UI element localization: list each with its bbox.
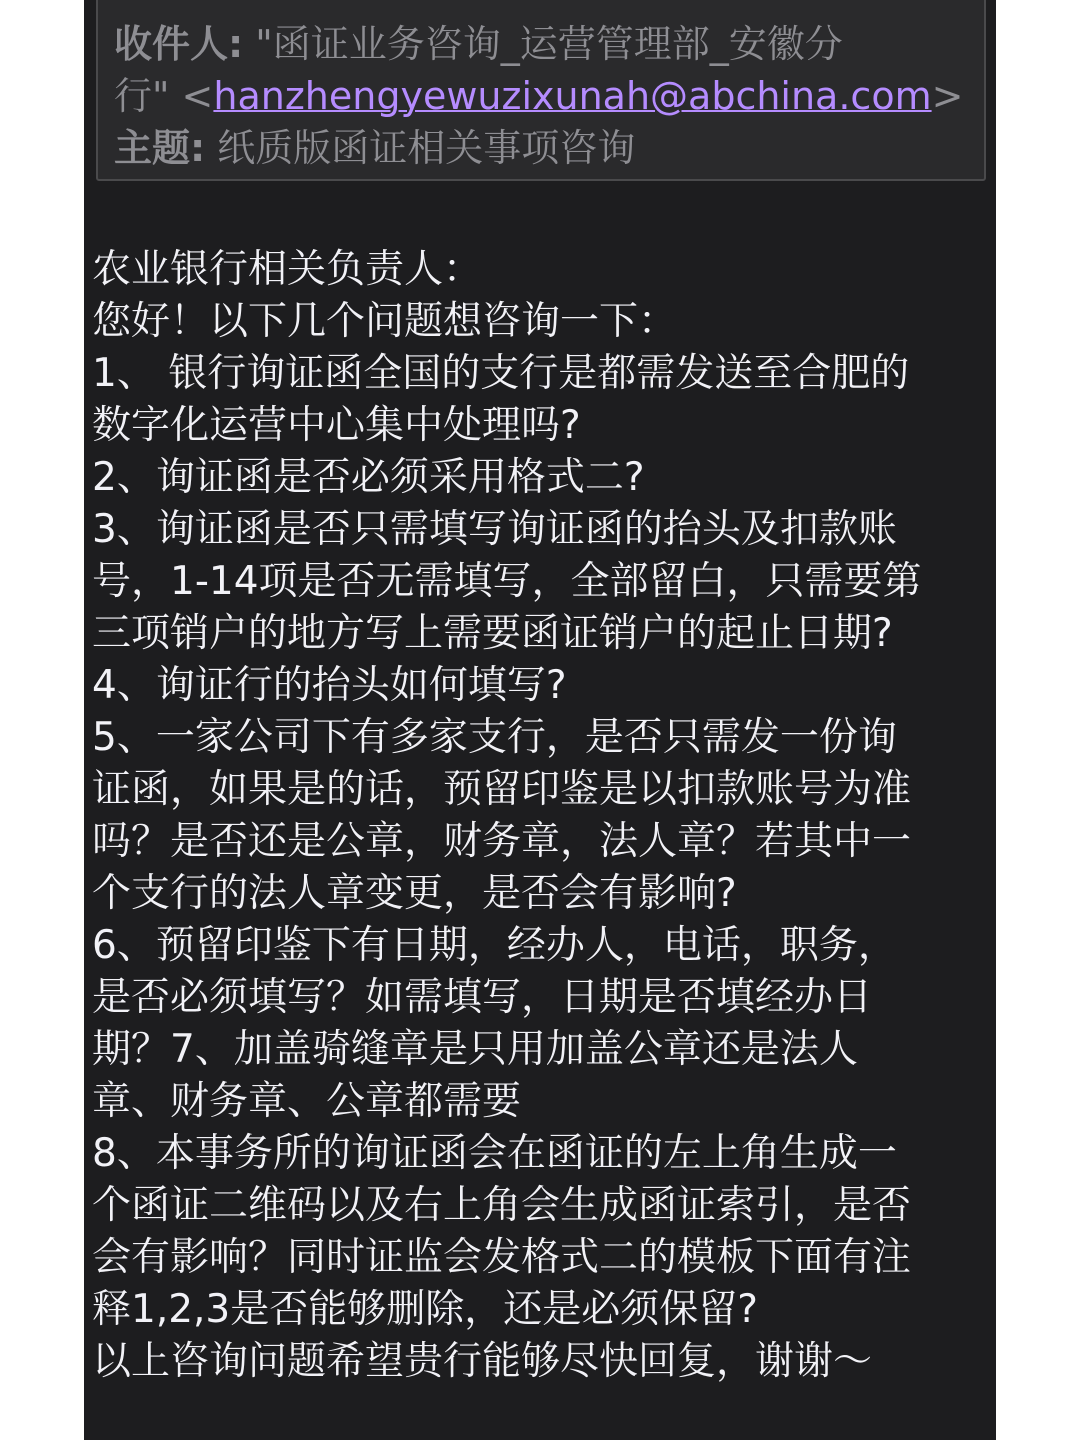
subject-label: 主题: — [114, 126, 206, 170]
body-line: 三项销户的地方写上需要函证销户的起止日期? — [92, 611, 893, 656]
subject-line — [114, 122, 635, 174]
body-line: 是否必须填写？如需填写，日期是否填经办日 — [92, 975, 873, 1020]
body-line: 1、 银行询证函全国的支行是都需发送至合肥的 — [92, 351, 910, 396]
sent-time-line — [114, 0, 633, 2]
body-line: 数字化运营中心集中处理吗? — [92, 403, 581, 448]
body-line: 个函证二维码以及右上角会生成函证索引，是否 — [92, 1183, 912, 1228]
closing-line: 以上咨询问题希望贵行能够尽快回复，谢谢～ — [92, 1339, 873, 1384]
body-line: 期？7、加盖骑缝章是只用加盖公章还是法人 — [92, 1027, 858, 1072]
recipient-name: "函证业务咨询_运营管理部_安徽分 — [243, 22, 843, 66]
body-line: 3、询证函是否只需填写询证函的抬头及扣款账 — [92, 507, 897, 552]
body-line: 4、询证行的抬头如何填写? — [92, 663, 567, 708]
body-line: 个支行的法人章变更，是否会有影响? — [92, 871, 737, 916]
subject-text: 纸质版函证相关事项咨询 — [205, 126, 636, 170]
body-line: 8、本事务所的询证函会在函证的左上角生成一 — [92, 1131, 897, 1176]
body-line: 6、预留印鉴下有日期，经办人，电话，职务， — [92, 923, 897, 968]
recipient-name-cont: 行" < — [114, 74, 214, 118]
recipient-close: > — [931, 74, 964, 118]
recipient-line — [114, 18, 843, 70]
body-line: 号，1-14项是否无需填写，全部留白，只需要第 — [92, 559, 922, 604]
recipient-address-line — [114, 70, 963, 122]
email-header — [96, 0, 986, 181]
body-line: 吗？是否还是公章，财务章，法人章？若其中一 — [92, 819, 912, 864]
intro-line: 您好！以下几个问题想咨询一下： — [92, 299, 678, 344]
email-body — [92, 244, 992, 1388]
body-line: 证函，如果是的话，预留印鉴是以扣款账号为准 — [92, 767, 912, 812]
body-line: 5、一家公司下有多家支行，是否只需发一份询 — [92, 715, 897, 760]
body-line: 释1,2,3是否能够删除，还是必须保留? — [92, 1287, 758, 1332]
body-line: 2、询证函是否必须采用格式二? — [92, 455, 645, 500]
body-line: 会有影响？同时证监会发格式二的模板下面有注 — [92, 1235, 912, 1280]
recipient-label: 收件人: — [114, 22, 244, 66]
greeting-line: 农业银行相关负责人： — [92, 247, 483, 292]
recipient-email-link[interactable]: hanzhengyewuzixunah@abchina.com — [213, 74, 932, 118]
email-view — [84, 0, 996, 1440]
body-line: 章、财务章、公章都需要 — [92, 1079, 522, 1124]
